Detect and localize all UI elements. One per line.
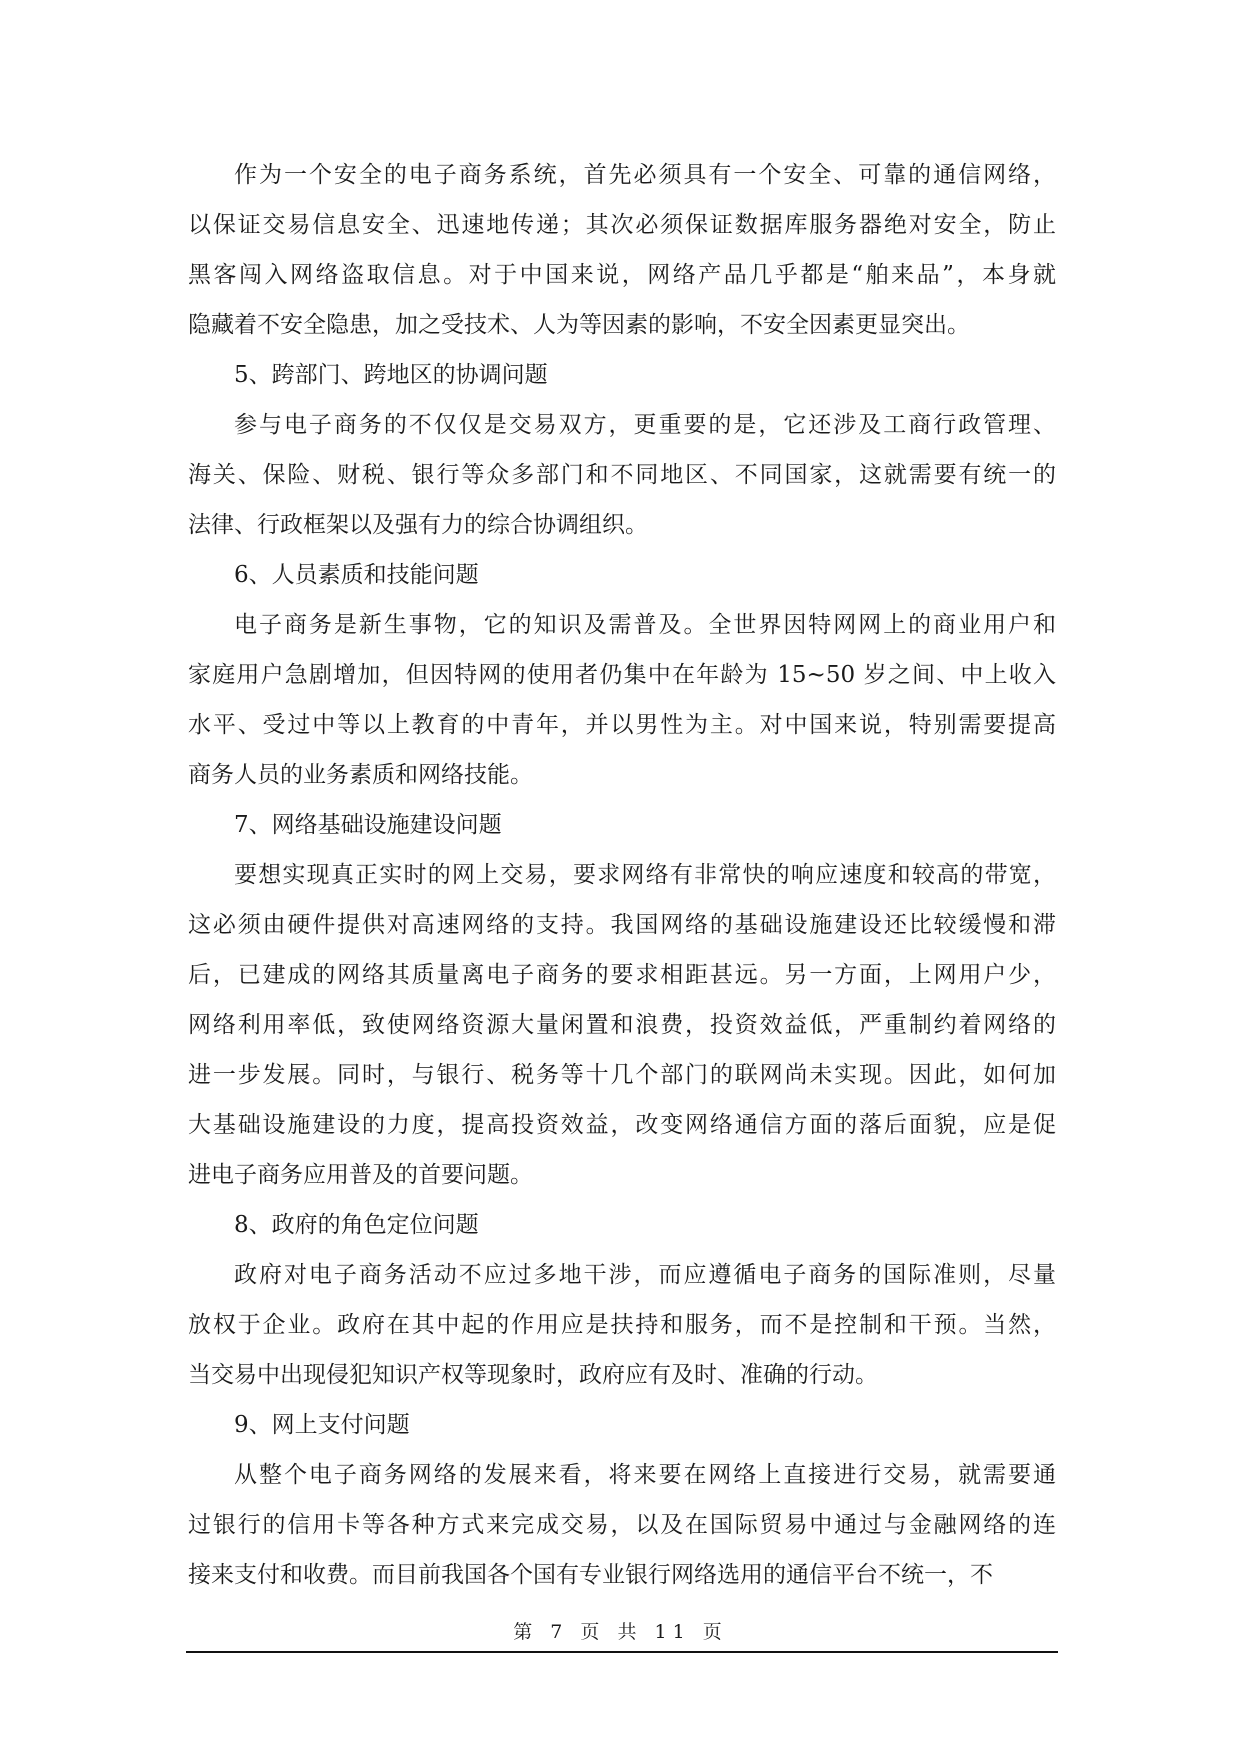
paragraph-line: 放权于企业。政府在其中起的作用应是扶持和服务，而不是控制和干预。当然， (188, 1312, 1056, 1338)
paragraph-line: 水平、受过中等以上教育的中青年，并以男性为主。对中国来说，特别需要提高 (188, 712, 1056, 738)
paragraph (188, 850, 1056, 1200)
paragraph-line: 接来支付和收费。而目前我国各个国有专业银行网络选用的通信平台不统一，不 (188, 1562, 993, 1588)
section-heading: 7、网络基础设施建设问题 (234, 812, 502, 838)
paragraph-line: 当交易中出现侵犯知识产权等现象时，政府应有及时、准确的行动。 (188, 1362, 878, 1388)
paragraph-line: 家庭用户急剧增加，但因特网的使用者仍集中在年龄为 15~50 岁之间、中上收入 (188, 662, 1056, 688)
paragraph (188, 1450, 1056, 1600)
paragraph-line: 网络利用率低，致使网络资源大量闲置和浪费，投资效益低，严重制约着网络的 (188, 1012, 1056, 1038)
paragraph-line: 进一步发展。同时，与银行、税务等十几个部门的联网尚未实现。因此，如何加 (188, 1062, 1056, 1088)
paragraph-line: 海关、保险、财税、银行等众多部门和不同地区、不同国家，这就需要有统一的 (188, 462, 1056, 488)
paragraph-line: 大基础设施建设的力度，提高投资效益，改变网络通信方面的落后面貌，应是促 (188, 1112, 1056, 1138)
paragraph-line: 政府对电子商务活动不应过多地干涉，而应遵循电子商务的国际准则，尽量 (234, 1262, 1056, 1288)
footer-rule (186, 1651, 1058, 1653)
paragraph-line: 后，已建成的网络其质量离电子商务的要求相距甚远。另一方面，上网用户少， (188, 962, 1056, 988)
paragraph-line: 作为一个安全的电子商务系统，首先必须具有一个安全、可靠的通信网络， (234, 162, 1056, 188)
page-number: 第 7 页 共 11 页 (513, 1621, 728, 1643)
section-heading: 9、网上支付问题 (234, 1412, 410, 1438)
paragraph-line: 法律、行政框架以及强有力的综合协调组织。 (188, 512, 648, 538)
paragraph-line: 进电子商务应用普及的首要问题。 (188, 1162, 533, 1188)
paragraph-line: 黑客闯入网络盗取信息。对于中国来说，网络产品几乎都是“舶来品”，本身就 (188, 262, 1056, 288)
paragraph-line: 商务人员的业务素质和网络技能。 (188, 762, 533, 788)
section-heading: 6、人员素质和技能问题 (234, 562, 479, 588)
paragraph-line: 过银行的信用卡等各种方式来完成交易，以及在国际贸易中通过与金融网络的连 (188, 1512, 1056, 1538)
paragraph-line: 这必须由硬件提供对高速网络的支持。我国网络的基础设施建设还比较缓慢和滞 (188, 912, 1056, 938)
paragraph (188, 1250, 1056, 1400)
section-heading: 5、跨部门、跨地区的协调问题 (234, 362, 548, 388)
paragraph-line: 以保证交易信息安全、迅速地传递；其次必须保证数据库服务器绝对安全，防止 (188, 212, 1056, 238)
paragraph (188, 600, 1056, 800)
paragraph (188, 150, 1056, 350)
paragraph-line: 要想实现真正实时的网上交易，要求网络有非常快的响应速度和较高的带宽， (234, 862, 1056, 888)
document-body (188, 150, 1056, 1600)
paragraph (188, 400, 1056, 550)
paragraph-line: 隐藏着不安全隐患，加之受技术、人为等因素的影响，不安全因素更显突出。 (188, 312, 970, 338)
paragraph-line: 参与电子商务的不仅仅是交易双方，更重要的是，它还涉及工商行政管理、 (234, 412, 1056, 438)
section-heading: 8、政府的角色定位问题 (234, 1212, 479, 1238)
paragraph-line: 电子商务是新生事物，它的知识及需普及。全世界因特网网上的商业用户和 (234, 612, 1056, 638)
paragraph-line: 从整个电子商务网络的发展来看，将来要在网络上直接进行交易，就需要通 (234, 1462, 1056, 1488)
